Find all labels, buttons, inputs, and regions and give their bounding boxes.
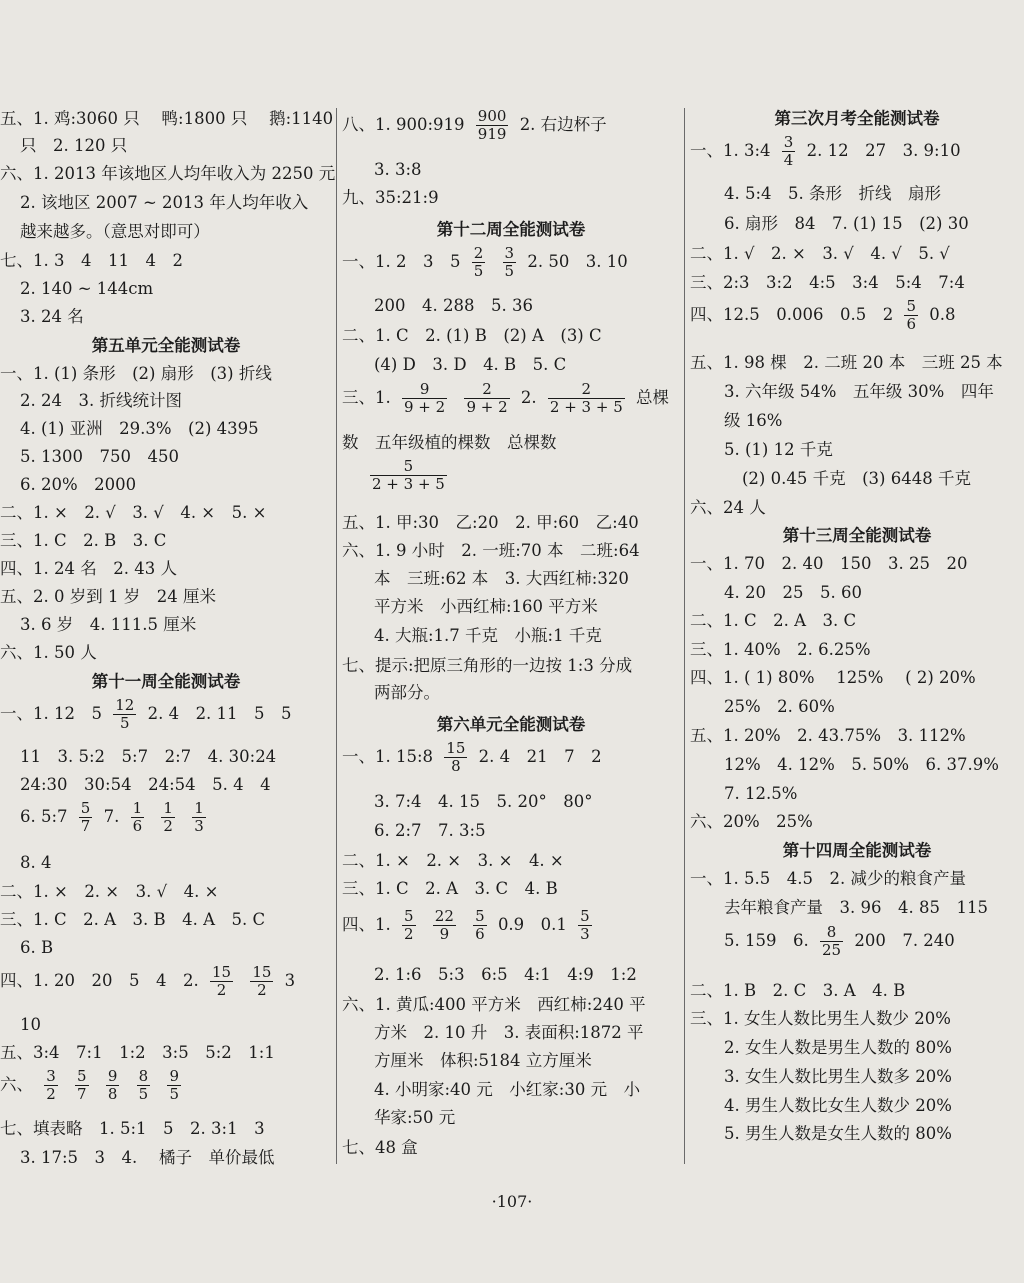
fraction-numerator: 8 xyxy=(820,924,843,942)
answer-line: 三、1. C 2. A 3. B 4. A 5. C xyxy=(0,910,266,929)
answer-line: 3. 女生人数比男生人数多 20% xyxy=(724,1067,952,1086)
answer-line: 三、1. C 2. A 3. C 4. B xyxy=(342,879,558,898)
answer-line xyxy=(342,245,628,280)
fraction-denominator: 8 xyxy=(107,1085,118,1103)
answer-line: 本 三班:62 本 3. 大西红柿:320 xyxy=(374,569,629,588)
answer-line: 七、填表略 1. 5:1 5 2. 3:1 3 xyxy=(0,1119,265,1138)
fraction-numerator: 900 xyxy=(477,107,507,125)
answer-text: 三、1. xyxy=(342,388,391,407)
answer-line: 二、1. × 2. × 3. √ 4. × xyxy=(0,882,219,901)
answer-text: 一、1. 3:4 xyxy=(690,141,771,160)
fraction-numerator: 5 xyxy=(580,907,590,925)
fraction-denominator: 2 xyxy=(404,925,414,943)
fraction xyxy=(548,381,625,416)
fraction xyxy=(106,1068,120,1103)
answer-line: 四、1. 24 名 2. 43 人 xyxy=(0,559,177,578)
fraction-numerator: 8 xyxy=(138,1067,149,1085)
answer-line: 4. (1) 亚洲 29.3% (2) 4395 xyxy=(20,419,259,438)
fraction xyxy=(472,245,486,280)
answer-line: 五、1. 甲:30 乙:20 2. 甲:60 乙:40 xyxy=(342,513,639,532)
answer-line: 二、1. × 2. √ 3. √ 4. × 5. × xyxy=(0,503,267,522)
fraction-denominator: 5 xyxy=(473,262,484,280)
fraction xyxy=(578,908,592,943)
fraction xyxy=(402,381,447,416)
fraction-denominator: 7 xyxy=(80,817,91,835)
answer-line: 2. 140 ~ 144cm xyxy=(20,279,154,298)
answer-line: 六、1. 黄瓜:400 平方米 西红柿:240 平 xyxy=(342,995,646,1014)
answer-line: 4. 5:4 5. 条形 折线 扇形 xyxy=(724,184,942,203)
section-title: 第十三周全能测试卷 xyxy=(782,526,932,545)
fraction xyxy=(210,964,233,999)
answer-text: 2. 50 3. 10 xyxy=(527,252,628,271)
answer-line xyxy=(342,740,602,775)
answer-line: 二、1. √ 2. × 3. √ 4. √ 5. √ xyxy=(690,244,950,263)
fraction-numerator: 5 xyxy=(370,458,447,476)
fraction xyxy=(503,245,517,280)
fraction-numerator: 2 xyxy=(464,381,509,399)
answer-line xyxy=(724,924,955,959)
fraction-denominator: 8 xyxy=(451,757,461,775)
answer-line: 5. 男生人数是女生人数的 80% xyxy=(724,1124,952,1143)
fraction xyxy=(476,108,509,143)
answer-line: 4. 大瓶:1.7 千克 小瓶:1 千克 xyxy=(374,626,602,645)
fraction-numerator: 9 xyxy=(402,381,447,399)
page-number: ·107· xyxy=(491,1192,533,1211)
fraction-denominator: 9 xyxy=(439,925,450,943)
answer-line: 五、1. 20% 2. 43.75% 3. 112% xyxy=(690,726,966,745)
fraction-numerator: 3 xyxy=(46,1067,56,1085)
answer-line xyxy=(342,908,598,943)
answer-line: 二、1. C 2. (1) B (2) A (3) C xyxy=(342,326,602,345)
fraction-numerator: 5 xyxy=(475,907,485,925)
answer-line: (2) 0.45 千克 (3) 6448 千克 xyxy=(742,469,971,488)
answer-line: 4. 20 25 5. 60 xyxy=(724,583,862,602)
answer-line: 4. 小明家:40 元 小红家:30 元 小 xyxy=(374,1080,641,1099)
answer-line: 五、1. 鸡:3060 只 鸭:1800 只 鹅:1140 xyxy=(0,109,334,128)
fraction xyxy=(250,964,273,999)
fraction-numerator: 2 xyxy=(473,244,484,262)
answer-line: 6. 2:7 7. 3:5 xyxy=(374,821,486,840)
answer-line: 五、1. 98 棵 2. 二班 20 本 三班 25 本 xyxy=(690,353,1003,372)
fraction xyxy=(444,740,467,775)
fraction xyxy=(464,381,509,416)
answer-line: 4. 男生人数比女生人数少 20% xyxy=(724,1096,952,1115)
answer-line xyxy=(0,1068,187,1103)
answer-line: 5. (1) 12 千克 xyxy=(724,440,833,459)
answer-line xyxy=(342,381,669,416)
answer-line: 五、2. 0 岁到 1 岁 24 厘米 xyxy=(0,587,216,606)
answer-line xyxy=(342,108,607,143)
answer-line: 二、1. × 2. × 3. × 4. × xyxy=(342,851,564,870)
column-divider-2 xyxy=(684,108,685,1164)
answer-line: 只 2. 120 只 xyxy=(20,136,128,155)
answer-text: 一、1. 15:8 xyxy=(342,747,434,766)
answer-text: 0.8 xyxy=(929,305,956,324)
answer-line: 24:30 30:54 24:54 5. 4 4 xyxy=(20,775,271,794)
answer-line: 越来越多。（意思对即可） xyxy=(20,222,210,241)
answer-text: 总棵 xyxy=(636,388,669,407)
fraction-denominator: 3 xyxy=(580,925,590,943)
section-title: 第六单元全能测试卷 xyxy=(436,715,586,734)
column-divider-1 xyxy=(336,108,337,1164)
answer-line: 二、1. C 2. A 3. C xyxy=(690,611,857,630)
fraction-numerator: 5 xyxy=(906,297,917,315)
fraction xyxy=(904,298,918,333)
answer-line: 四、1. ( 1) 80% 125% ( 2) 20% xyxy=(690,668,976,687)
answer-text: 200 7. 240 xyxy=(854,931,955,950)
answer-line: 方米 2. 10 升 3. 表面积:1872 平 xyxy=(374,1023,644,1042)
answer-line xyxy=(690,134,961,169)
answer-line: 3. 24 名 xyxy=(20,307,84,326)
fraction xyxy=(782,134,796,169)
answer-line: 二、1. B 2. C 3. A 4. B xyxy=(690,981,906,1000)
fraction-numerator: 12 xyxy=(115,696,135,714)
fraction-denominator: 2 + 3 + 5 xyxy=(549,398,623,416)
fraction-numerator: 3 xyxy=(504,244,515,262)
answer-line: 200 4. 288 5. 36 xyxy=(374,296,533,315)
answer-line: 方厘米 体积:5184 立方厘米 xyxy=(374,1051,592,1070)
answer-line: 平方米 小西红柿:160 平方米 xyxy=(374,597,598,616)
fraction-numerator: 15 xyxy=(252,963,272,981)
answer-text: 四、1. xyxy=(342,915,391,934)
fraction-denominator: 2 xyxy=(46,1085,56,1103)
section-title: 第五单元全能测试卷 xyxy=(91,336,241,355)
fraction-numerator: 5 xyxy=(77,1067,87,1085)
answer-line: 2. 1:6 5:3 6:5 4:1 4:9 1:2 xyxy=(374,965,637,984)
answer-line: 六、20% 25% xyxy=(690,812,813,831)
fraction-denominator: 7 xyxy=(77,1085,87,1103)
answer-line: 六、1. 50 人 xyxy=(0,643,97,662)
section-title: 第十一周全能测试卷 xyxy=(91,672,241,691)
answer-line: 六、24 人 xyxy=(690,498,766,517)
answer-text: 2. 右边杯子 xyxy=(519,115,607,134)
answer-line xyxy=(690,298,956,333)
fraction-denominator: 6 xyxy=(906,315,917,333)
answer-text: 一、1. 2 3 5 xyxy=(342,252,461,271)
answer-line xyxy=(0,697,292,732)
answer-line: 六、1. 2013 年该地区人均年收入为 2250 元 xyxy=(0,164,336,183)
fraction-denominator: 4 xyxy=(783,151,794,169)
fraction xyxy=(370,458,447,493)
answer-line: 去年粮食产量 3. 96 4. 85 115 xyxy=(724,898,988,917)
answer-line xyxy=(20,800,212,835)
answer-text: 6. 5:7 xyxy=(20,807,68,826)
answer-line: 7. 12.5% xyxy=(724,784,798,803)
fraction-numerator: 9 xyxy=(169,1067,179,1085)
fraction-numerator: 2 xyxy=(548,381,625,399)
answer-text: 四、12.5 0.006 0.5 2 xyxy=(690,305,894,324)
fraction xyxy=(75,1068,89,1103)
fraction-denominator: 5 xyxy=(120,714,130,732)
answer-line: 2. 女生人数是男生人数的 80% xyxy=(724,1038,952,1057)
answer-line: 3. 3:8 xyxy=(374,160,422,179)
fraction xyxy=(113,697,136,732)
answer-line: 七、1. 3 4 11 4 2 xyxy=(0,251,183,270)
fraction xyxy=(167,1068,181,1103)
answer-line: 6. 20% 2000 xyxy=(20,475,137,494)
answer-text: 5. 159 6. xyxy=(724,931,809,950)
fraction xyxy=(192,800,206,835)
fraction-numerator: 15 xyxy=(446,739,466,757)
answer-line: 8. 4 xyxy=(20,853,52,872)
answer-text: 0.9 0.1 xyxy=(497,915,567,934)
answer-line: 五、3:4 7:1 1:2 3:5 5:2 1:1 xyxy=(0,1043,275,1062)
answer-text: 3 xyxy=(284,971,296,990)
section-title: 第十二周全能测试卷 xyxy=(436,220,586,239)
fraction-numerator: 1 xyxy=(163,799,173,817)
answer-line xyxy=(0,964,295,999)
answer-text: 2. xyxy=(520,388,537,407)
fraction-denominator: 9 + 2 xyxy=(466,398,508,416)
answer-text: 7. xyxy=(103,807,120,826)
answer-line: 六、1. 9 小时 2. 一班:70 本 二班:64 xyxy=(342,541,640,560)
fraction-numerator: 9 xyxy=(107,1067,118,1085)
answer-line: 七、提示:把原三角形的一边按 1:3 分成 xyxy=(342,656,633,675)
fraction xyxy=(137,1068,151,1103)
answer-line: 2. 该地区 2007 ~ 2013 年人均年收入 xyxy=(20,193,309,212)
fraction xyxy=(79,800,93,835)
fraction-denominator: 3 xyxy=(194,817,204,835)
answer-text: 一、1. 12 5 xyxy=(0,704,102,723)
fraction xyxy=(433,908,456,943)
answer-line: 3. 7:4 4. 15 5. 20° 80° xyxy=(374,792,593,811)
answer-line: 6. B xyxy=(20,938,54,957)
answer-line: 6. 扇形 84 7. (1) 15 (2) 30 xyxy=(724,214,969,233)
answer-line: 级 16% xyxy=(724,411,783,430)
fraction-denominator: 919 xyxy=(477,125,507,143)
answer-text: 四、1. 20 20 5 4 2. xyxy=(0,971,199,990)
fraction-denominator: 5 xyxy=(169,1085,179,1103)
answer-line: 3. 17:5 3 4. 橘子 单价最低 xyxy=(20,1148,275,1167)
fraction xyxy=(402,908,416,943)
fraction-numerator: 1 xyxy=(132,799,143,817)
answer-line: 3. 6 岁 4. 111.5 厘米 xyxy=(20,615,197,634)
fraction-denominator: 2 xyxy=(216,981,227,999)
answer-line: 25% 2. 60% xyxy=(724,697,835,716)
answer-line: 三、1. C 2. B 3. C xyxy=(0,531,167,550)
section-title: 第三次月考全能测试卷 xyxy=(774,109,940,128)
section-title: 第十四周全能测试卷 xyxy=(782,841,932,860)
fraction-denominator: 2 + 3 + 5 xyxy=(372,475,445,493)
answer-line: 一、1. (1) 条形 (2) 扇形 (3) 折线 xyxy=(0,364,272,383)
answer-line: 九、35:21:9 xyxy=(342,188,439,207)
answer-line: 11 3. 5:2 5:7 2:7 4. 30:24 xyxy=(20,747,277,766)
fraction-denominator: 2 xyxy=(163,817,173,835)
answer-line: 5. 1300 750 450 xyxy=(20,447,179,466)
fraction-denominator: 25 xyxy=(821,941,842,959)
answer-line: 3. 六年级 54% 五年级 30% 四年 xyxy=(724,382,994,401)
fraction-numerator: 5 xyxy=(80,799,91,817)
fraction-numerator: 1 xyxy=(194,799,204,817)
answer-line: 三、1. 女生人数比男生人数少 20% xyxy=(690,1009,951,1028)
answer-text: 2. 4 2. 11 5 5 xyxy=(147,704,292,723)
answer-text: 八、1. 900:919 xyxy=(342,115,465,134)
answer-text: 六、 xyxy=(0,1075,33,1094)
answer-line: 一、1. 70 2. 40 150 3. 25 20 xyxy=(690,554,968,573)
fraction-denominator: 5 xyxy=(504,262,515,280)
answer-line: 2. 24 3. 折线统计图 xyxy=(20,391,182,410)
answer-line: 10 xyxy=(20,1015,41,1034)
fraction-numerator: 5 xyxy=(404,907,414,925)
fraction xyxy=(473,908,487,943)
fraction-denominator: 6 xyxy=(475,925,485,943)
answer-line: 一、1. 5.5 4.5 2. 减少的粮食产量 xyxy=(690,869,966,888)
fraction-denominator: 6 xyxy=(132,817,143,835)
fraction-denominator: 9 + 2 xyxy=(404,398,446,416)
fraction xyxy=(161,800,175,835)
answer-line: (4) D 3. D 4. B 5. C xyxy=(374,355,567,374)
answer-line xyxy=(370,458,453,493)
answer-text: 2. 4 21 7 2 xyxy=(478,747,602,766)
answer-line: 两部分。 xyxy=(374,683,440,702)
answer-line: 数 五年级植的棵数 总棵数 xyxy=(342,433,557,452)
fraction-numerator: 3 xyxy=(783,133,794,151)
answer-line: 12% 4. 12% 5. 50% 6. 37.9% xyxy=(724,755,999,774)
fraction-denominator: 5 xyxy=(138,1085,149,1103)
answer-text: 2. 12 27 3. 9:10 xyxy=(806,141,961,160)
fraction-numerator: 15 xyxy=(211,963,232,981)
answer-line: 华家:50 元 xyxy=(374,1108,456,1127)
fraction xyxy=(820,924,843,959)
fraction xyxy=(44,1068,58,1103)
fraction-denominator: 2 xyxy=(257,981,267,999)
answer-line: 三、1. 40% 2. 6.25% xyxy=(690,640,871,659)
fraction xyxy=(131,800,145,835)
answer-line: 三、2:3 3:2 4:5 3:4 5:4 7:4 xyxy=(690,273,965,292)
answer-line: 七、48 盒 xyxy=(342,1138,418,1157)
fraction-numerator: 22 xyxy=(434,907,454,925)
